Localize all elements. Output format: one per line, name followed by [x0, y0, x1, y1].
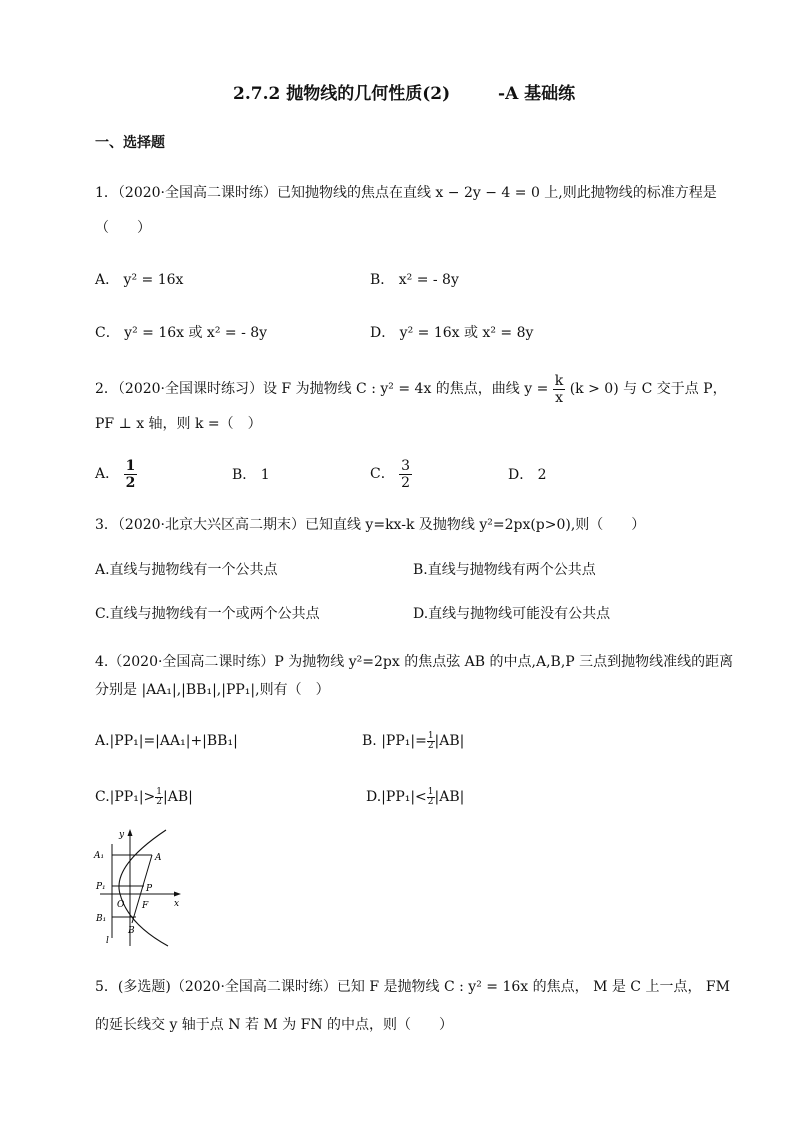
q3-stem: 3．（2020·北京大兴区高二期末）已知直线 y=kx-k 及抛物线 y²=2px(p>0),则（ ） [95, 517, 646, 533]
q2-option-a-num: 1 [125, 457, 136, 474]
q2-fraction-k-over-x [553, 373, 565, 406]
q4-option-b-ab: |AB| [434, 733, 465, 749]
q2-option-c [370, 456, 412, 494]
q2-stem-line2: PF ⊥ x 轴，则 k =（ ） [95, 416, 262, 432]
q2-option-c-num: 3 [401, 457, 411, 474]
q1-stem-line2: （ ） [95, 220, 151, 236]
q2-option-a-label: A． [95, 466, 120, 482]
q4-c-half-den: 2 [156, 796, 163, 807]
page-title [233, 84, 575, 104]
q4-option-c-ab: |AB| [163, 789, 193, 805]
q2-option-a-den: 2 [125, 474, 136, 491]
q1-option-b: B． x² = - 8y [370, 272, 459, 288]
section-heading: 一、选择题 [95, 135, 165, 151]
q4-option-d-pre: D.|PP₁|< [366, 789, 427, 805]
q2-stem-line1 [95, 370, 727, 408]
q1-option-d: D． y² = 16x 或 x² = 8y [370, 325, 534, 341]
parabola-curve [119, 830, 168, 946]
label-f: F [142, 901, 149, 911]
q1-stem-line1: 1．（2020·全国高二课时练）已知抛物线的焦点在直线 x − 2y − 4 = 0 上,则此抛物线的标准方程是 [95, 185, 717, 201]
q2-option-c-fraction [399, 458, 412, 491]
q4-option-b-pre: B. |PP₁|= [362, 733, 427, 749]
q2-frac-den: x [555, 389, 563, 406]
x-axis-arrow [174, 892, 181, 897]
q4-option-c-pre: C.|PP₁|> [95, 789, 156, 805]
q2-option-a-fraction [124, 458, 138, 491]
q4-stem-line1: 4.（2020·全国高二课时练）P 为抛物线 y²=2px 的焦点弦 AB 的中点,A,B,P 三点到抛物线准线的距离 [95, 654, 734, 670]
q5-stem-line2: 的延长线交 y 轴于点 N 若 M 为 FN 的中点，则（ ） [95, 1017, 454, 1033]
q4-option-c [95, 784, 193, 810]
y-axis-arrow [128, 829, 133, 836]
q3-option-a: A.直线与抛物线有一个公共点 [95, 562, 278, 578]
q2-stem-post: (k > 0) 与 C 交于点 P， [569, 381, 727, 397]
q3-option-c: C.直线与抛物线有一个或两个公共点 [95, 606, 320, 622]
label-l: l [106, 936, 109, 946]
q4-option-a: A.|PP₁|=|AA₁|+|BB₁| [95, 733, 238, 749]
label-b: B [128, 926, 135, 936]
q3-option-b: B.直线与抛物线有两个公共点 [413, 562, 596, 578]
q4-c-half-num: 1 [156, 786, 163, 797]
q4-option-b [362, 728, 464, 754]
title-suffix: -A 基础练 [498, 84, 576, 104]
q2-option-d: D． 2 [508, 467, 547, 483]
label-p1: P₁ [96, 882, 106, 892]
q4-d-half-den: 2 [427, 796, 434, 807]
title-main: 2.7.2 抛物线的几何性质(2) [233, 84, 451, 104]
q2-stem-pre: 2．（2020·全国课时练习）设 F 为抛物线 C : y² = 4x 的焦点，曲线 y = [95, 381, 549, 397]
label-a: A [155, 853, 162, 863]
q4-option-d-half [427, 788, 435, 807]
q5-stem-line1: 5．(多选题)（2020·全国高二课时练）已知 F 是抛物线 C : y² = 16x 的焦点， M 是 C 上一点， FM [95, 979, 730, 995]
q4-option-b-half [427, 732, 435, 751]
label-x: x [174, 899, 180, 909]
label-b1: B₁ [96, 914, 107, 924]
q2-option-c-den: 2 [401, 474, 411, 491]
q2-option-b: B． 1 [232, 467, 270, 483]
q2-option-a [95, 456, 137, 494]
q1-option-c: C． y² = 16x 或 x² = - 8y [95, 325, 268, 341]
q4-b-half-num: 1 [427, 730, 434, 741]
q4-option-d-ab: |AB| [434, 789, 465, 805]
label-y: y [119, 830, 125, 840]
q2-frac-num: k [554, 372, 564, 389]
label-o: O [117, 900, 125, 910]
q4-b-half-den: 2 [427, 740, 434, 751]
q4-stem-line2: 分别是 |AA₁|,|BB₁|,|PP₁|,则有（ ） [95, 682, 330, 698]
q3-option-d: D.直线与抛物线可能没有公共点 [413, 606, 611, 622]
q4-option-c-half [155, 788, 163, 807]
q1-option-a: A． y² = 16x [95, 272, 184, 288]
q4-option-d [366, 784, 464, 810]
q2-option-c-label: C． [370, 466, 395, 482]
q4-parabola-figure [92, 826, 192, 952]
q4-d-half-num: 1 [427, 786, 434, 797]
label-p: P [146, 884, 153, 894]
label-a1: A₁ [94, 851, 105, 861]
